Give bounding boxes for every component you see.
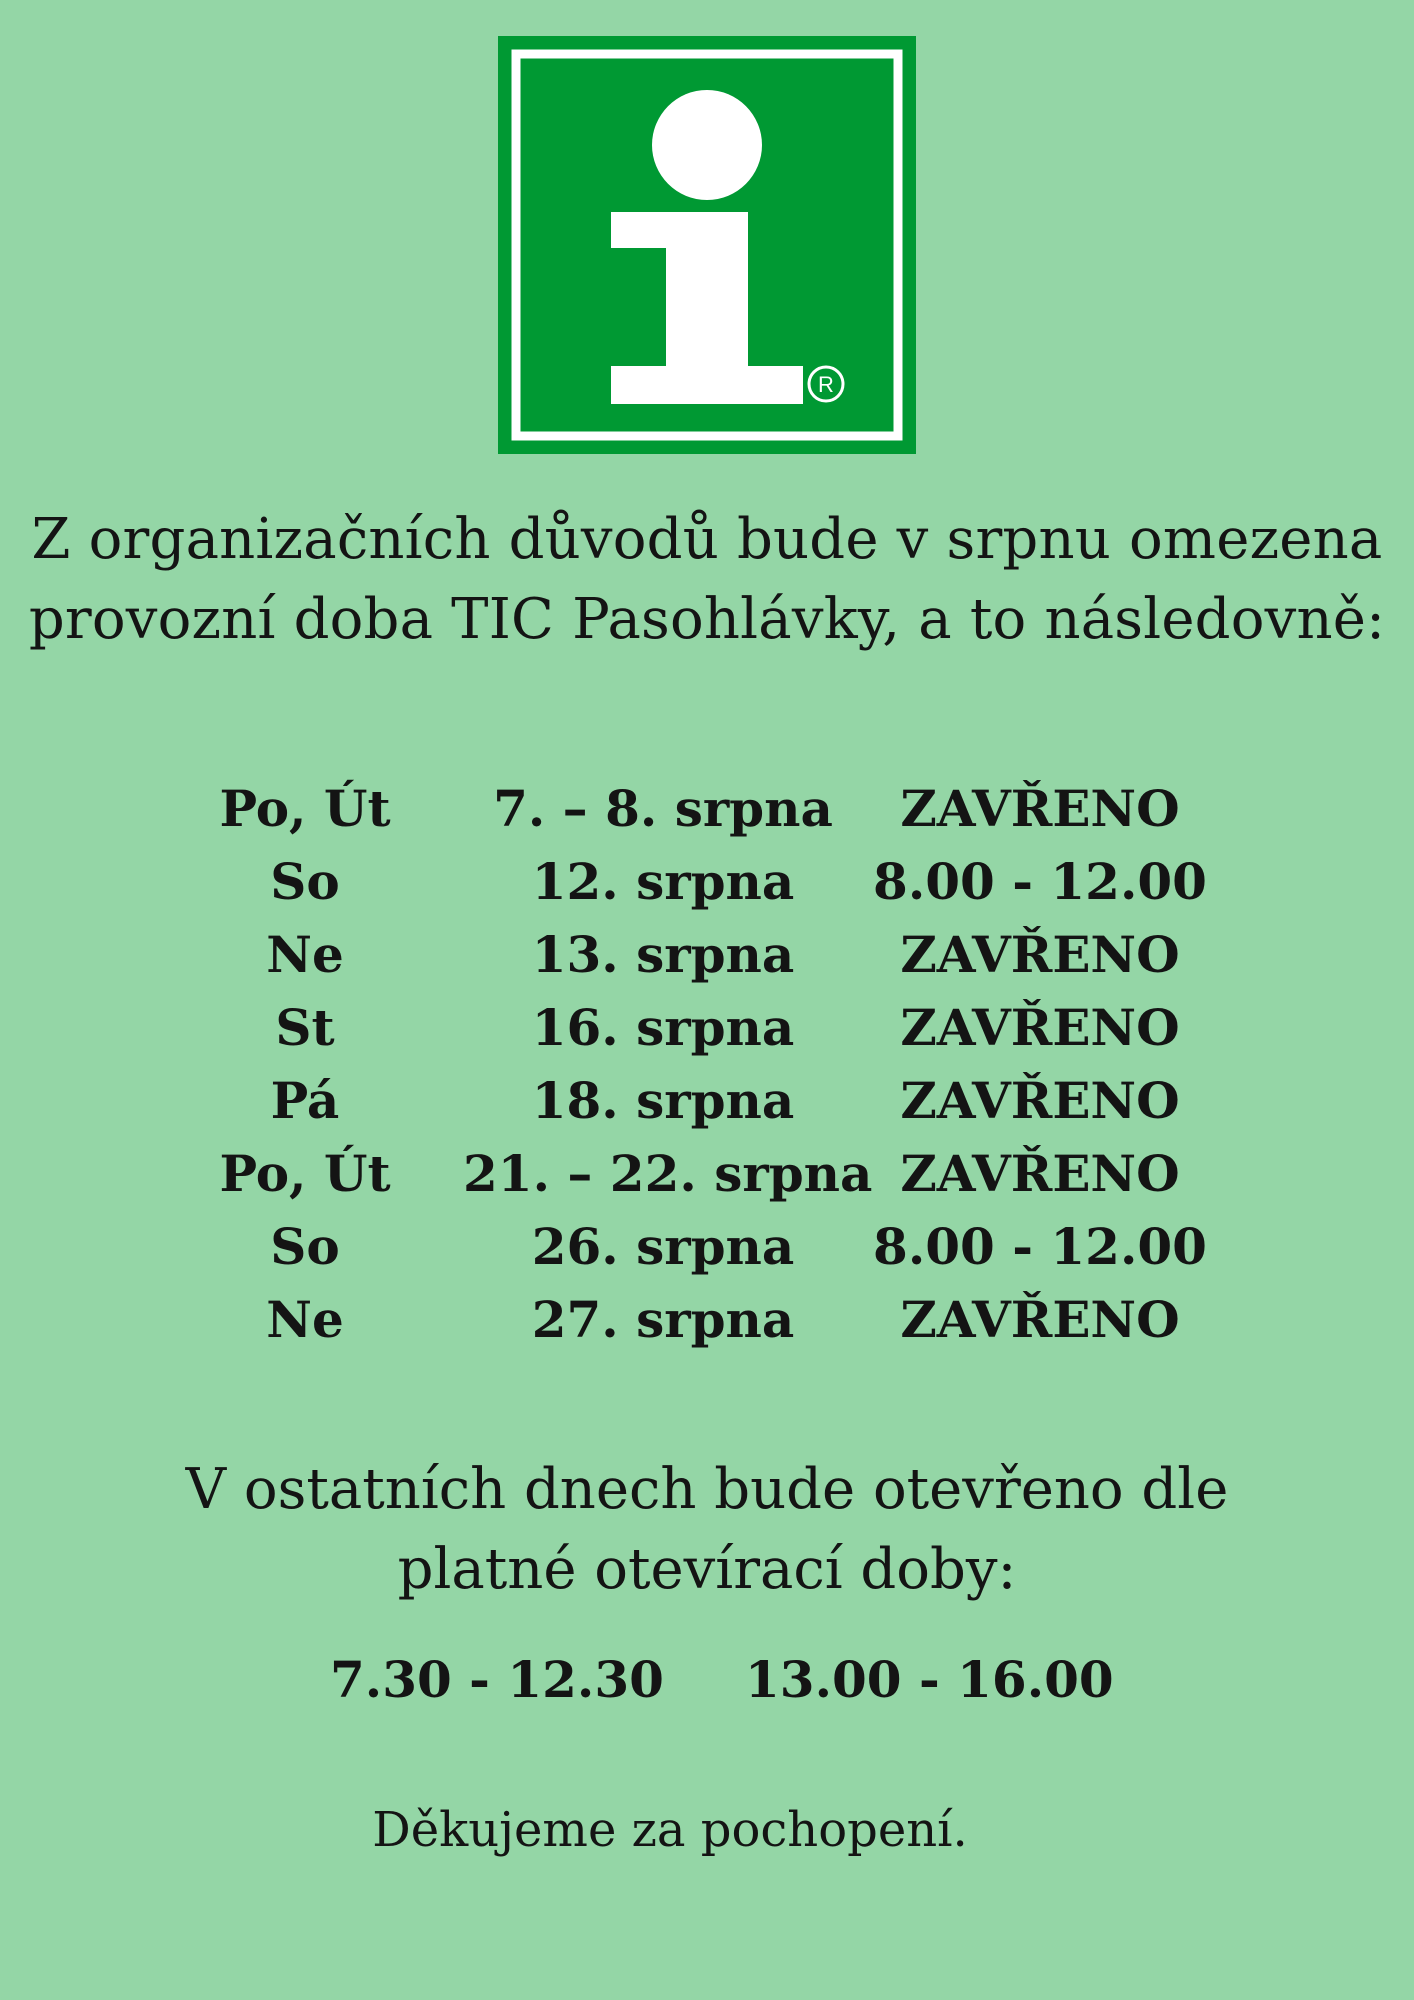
schedule-date: 21. – 22. srpna: [463, 1144, 873, 1203]
other-days-line-2: platné otevírací doby:: [397, 1537, 1017, 1602]
schedule-row: [0, 1137, 1414, 1210]
schedule-table: [0, 772, 1414, 1356]
schedule-day: So: [270, 852, 340, 911]
afternoon-hours: 13.00 - 16.00: [745, 1650, 1114, 1709]
schedule-day: St: [275, 998, 335, 1057]
schedule-row: [0, 1064, 1414, 1137]
schedule-day: Ne: [266, 1290, 344, 1349]
schedule-date: 12. srpna: [531, 852, 795, 911]
schedule-row: [0, 1210, 1414, 1283]
schedule-date: 27. srpna: [531, 1290, 795, 1349]
schedule-day: Po, Út: [219, 779, 391, 838]
schedule-date: 16. srpna: [531, 998, 795, 1057]
other-days-line-1: V ostatních dnech bude otevřeno dle: [185, 1457, 1229, 1522]
schedule-status: ZAVŘENO: [900, 1071, 1180, 1130]
intro-text: [0, 500, 1414, 660]
schedule-day: Ne: [266, 925, 344, 984]
schedule-row: [0, 772, 1414, 845]
other-days-text: [0, 1450, 1414, 1610]
info-logo: [498, 36, 916, 454]
schedule-row: [0, 918, 1414, 991]
schedule-date: 13. srpna: [531, 925, 795, 984]
schedule-date: 26. srpna: [531, 1217, 795, 1276]
schedule-status: ZAVŘENO: [900, 1290, 1180, 1349]
schedule-status: ZAVŘENO: [900, 779, 1180, 838]
schedule-row: [0, 991, 1414, 1064]
intro-line-1: Z organizačních důvodů bude v srpnu omezena: [31, 507, 1383, 572]
schedule-status: ZAVŘENO: [900, 925, 1180, 984]
schedule-status: 8.00 - 12.00: [873, 1217, 1207, 1276]
schedule-status: ZAVŘENO: [900, 998, 1180, 1057]
schedule-day: So: [270, 1217, 340, 1276]
schedule-day: Po, Út: [219, 1144, 391, 1203]
schedule-status: ZAVŘENO: [900, 1144, 1180, 1203]
info-icon: [498, 36, 916, 454]
schedule-row: [0, 1283, 1414, 1356]
intro-line-2: provozní doba TIC Pasohlávky, a to následovně:: [28, 587, 1386, 652]
schedule-row: [0, 845, 1414, 918]
thanks-text: Děkujeme za pochopení.: [372, 1802, 968, 1858]
schedule-status: 8.00 - 12.00: [873, 852, 1207, 911]
svg-text:R: R: [818, 372, 834, 397]
schedule-date: 7. – 8. srpna: [493, 779, 833, 838]
morning-hours: 7.30 - 12.30: [330, 1650, 664, 1709]
schedule-day: Pá: [270, 1071, 340, 1130]
schedule-date: 18. srpna: [531, 1071, 795, 1130]
